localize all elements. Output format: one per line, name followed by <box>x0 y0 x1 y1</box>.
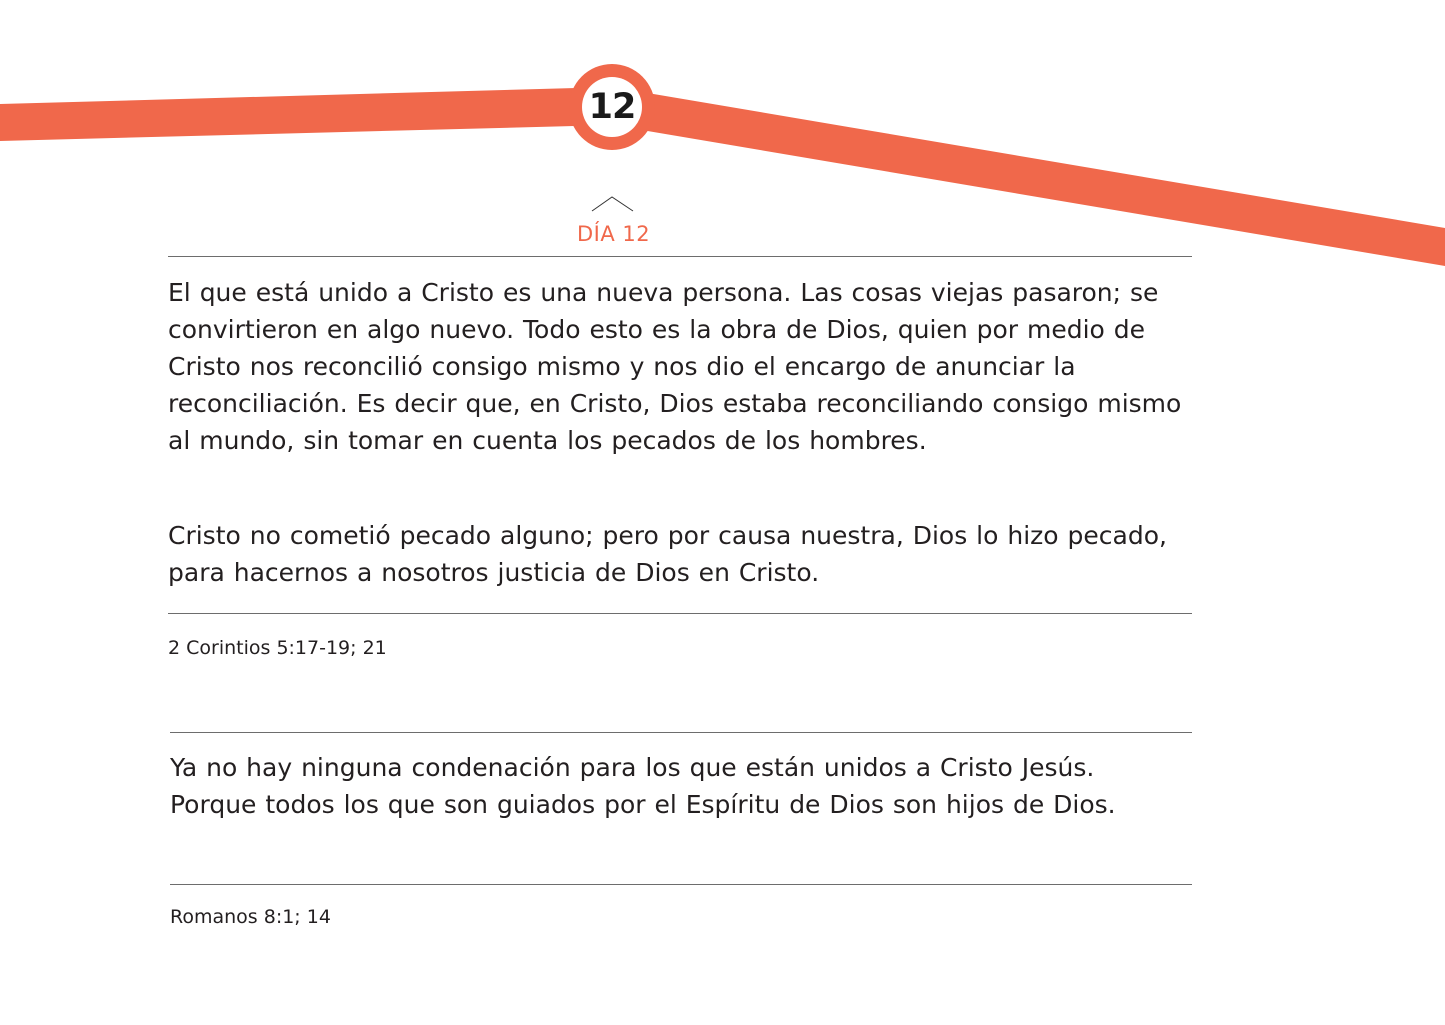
divider-reference-2 <box>170 884 1192 885</box>
caret-up-icon <box>591 193 635 213</box>
reading-1-paragraph-1: El que está unido a Cristo es una nueva persona. Las cosas viejas pasaron; se convirtieron en algo nuevo. Todo esto es la obra de Dios, quien por medio de Cristo nos reconcilió consigo mismo y nos dio el encargo de anunciar la reconciliación. Es decir que, en Cristo, Dios estaba reconciliando consigo mismo al mundo, sin tomar en cuenta los pecados de los hombres. <box>168 278 1182 455</box>
day-number: 12 <box>588 87 636 127</box>
reading-2-reference: Romanos 8:1; 14 <box>170 906 331 928</box>
reading-1-reference: 2 Corintios 5:17-19; 21 <box>168 637 387 659</box>
day-number-badge <box>569 64 655 150</box>
reading-2-paragraph-1: Ya no hay ninguna condenación para los que están unidos a Cristo Jesús. Porque todos los que son guiados por el Espíritu de Dios son hijos de Dios. <box>170 753 1116 819</box>
divider-reference-1 <box>168 613 1192 614</box>
divider-top <box>168 256 1192 257</box>
day-label: DÍA 12 <box>577 222 651 246</box>
divider-reading-2 <box>170 732 1192 733</box>
reading-1-paragraph-2: Cristo no cometió pecado alguno; pero por causa nuestra, Dios lo hizo pecado, para hacernos a nosotros justicia de Dios en Cristo. <box>168 521 1167 587</box>
